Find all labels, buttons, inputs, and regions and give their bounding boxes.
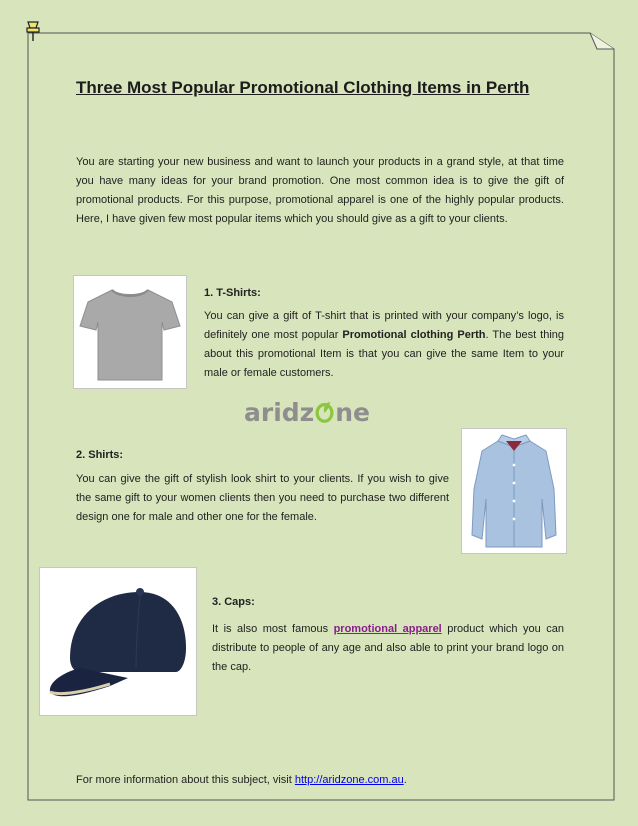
footer-text-2: . (403, 774, 407, 786)
leaf-o-icon (314, 400, 335, 424)
shirts-heading: 2. Shirts: (76, 449, 124, 461)
footer-text (76, 771, 407, 790)
logo-text-1: aridz (244, 398, 315, 427)
tshirt-image (73, 275, 187, 389)
promotional-clothing-perth-text: Promotional clothing Perth (342, 329, 486, 341)
footer-text-1: For more information about this subject, visit (76, 774, 295, 786)
tshirts-paragraph (204, 307, 564, 383)
caps-heading: 3. Caps: (212, 596, 255, 608)
shirt-image (461, 428, 567, 554)
shirts-paragraph: You can give the gift of stylish look shirt to your clients. If you wish to give the same gift to your women clients then you need to purchase two different design one for male and other one for the female. (76, 473, 449, 523)
tshirts-text-1: You can give a gift of T-shirt that is printed with your company’s logo, is definitely one most popular (204, 310, 564, 341)
promotional-apparel-link[interactable]: promotional apparel (333, 623, 442, 635)
page-title: Three Most Popular Promotional Clothing Items in Perth (76, 78, 530, 97)
aridzone-link[interactable]: http://aridzone.com.au (294, 774, 404, 786)
cap-image (39, 567, 197, 716)
caps-paragraph (212, 620, 564, 677)
caps-text-1: It is also most famous (212, 623, 334, 635)
logo-text-2: ne (335, 398, 370, 427)
tshirts-heading: 1. T-Shirts: (204, 287, 261, 299)
pushpin-icon (24, 20, 42, 42)
caps-text-2: product which you can distribute to people of any age and also able to print your brand logo on the cap. (212, 623, 564, 673)
tshirts-text-2: . The best thing about this promotional Item is that you can give the same Item to your male or female customers. (204, 329, 565, 379)
intro-paragraph: You are starting your new business and want to launch your products in a grand style, at that time you have many ideas for your brand promotion. One most common idea is to give the gift of promotional products. For this purpose, promotional apparel is one of the highly popular products. Here, I have given few most popular items which you should give as a gift to your clients. (76, 156, 564, 225)
aridzone-logo (244, 398, 370, 428)
